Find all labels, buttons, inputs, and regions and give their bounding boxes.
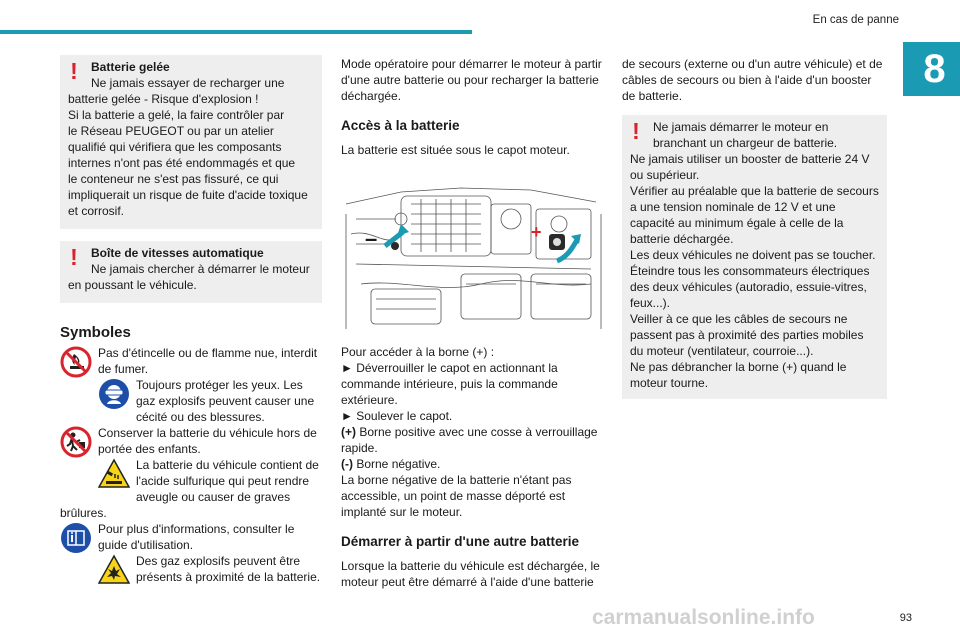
watermark: carmanualsonline.info [592, 606, 815, 629]
negative-label: (-) [341, 457, 353, 471]
symbol-row [60, 425, 322, 457]
warning-title: Batterie gelée [91, 60, 170, 74]
symbol-row [60, 553, 322, 585]
warning-line: Ne jamais essayer de recharger une [91, 76, 285, 90]
warning-line: Ne jamais démarrer le moteur en branchant un chargeur de batterie. [653, 120, 838, 150]
positive-label: (+) [341, 425, 356, 439]
chapter-number: 8 [903, 42, 960, 96]
negative-note: La borne négative de la batterie n'étant pas accessible, un point de masse déporté est implanté sur le moteur. [341, 473, 572, 519]
symbol-text: Pour plus d'informations, consulter le guide d'utilisation. [98, 522, 295, 552]
warning-text: batterie gelée - Risque d'explosion ! Si la batterie a gelé, la faire contrôler par le Réseau PEUGEOT ou par un atelier qualifié qui vérifiera que les composants internes n'ont pas été endommagés et que le conteneur ne s'est pas fissuré, ce qui impliquerait un risque de fuite d'acide toxique et corrosif. [68, 92, 308, 218]
positive-sign: + [531, 222, 542, 242]
start-heading: Démarrer à partir d'une autre batterie [341, 534, 580, 549]
warning-icon: ! [70, 244, 78, 270]
warning-line: Ne jamais chercher à démarrer le moteur [91, 262, 310, 276]
column-3 [622, 56, 887, 399]
section-title: En cas de panne [812, 14, 899, 26]
warning-jump-start [622, 115, 887, 399]
keep-from-children-icon [60, 426, 92, 458]
symbol-text: La batterie du véhicule contient de l'acide sulfurique qui peut rendre aveugle ou causer de graves brûlures. [60, 458, 319, 520]
warning-text: Ne jamais utiliser un booster de batterie 24 V ou supérieur. Vérifier au préalable que la batterie de secours a une tension nominale de 12 V et une capacité au minimum égale à celle de la batterie déchargée. Les deux véhicules ne doivent pas se toucher. Éteindre tous les consommateurs électriques des deux véhicules (autoradio, essuie-vitres, feux...). Veiller à ce que les câbles de secours ne passent pas à proximité des parties mobiles du moteur (ventilateur, courroie...). Ne pas débrancher la borne (+) quand le moteur tourne. [630, 152, 879, 390]
step-text: ► Déverrouiller le capot en actionnant la commande intérieure, puis la commande extérieure. [341, 361, 558, 407]
start-text: Lorsque la batterie du véhicule est déchargée, le moteur peut être démarré à l'aide d'une batterie [341, 559, 600, 589]
page-number: 93 [899, 612, 912, 624]
column-1 [60, 55, 322, 586]
step-text: ► Soulever le capot. [341, 409, 453, 423]
symbol-text: Conserver la batterie du véhicule hors de portée des enfants. [98, 426, 317, 456]
warning-icon: ! [70, 58, 78, 84]
warning-frozen-battery [60, 55, 322, 229]
engine-bay-illustration [341, 174, 606, 334]
warning-icon: ! [632, 118, 640, 144]
acid-warning-icon [98, 458, 130, 490]
header-accent-bar [0, 30, 472, 34]
symbol-row [60, 457, 322, 521]
symbol-row [60, 345, 322, 377]
warning-title: Boîte de vitesses automatique [91, 246, 264, 260]
no-flame-icon [60, 346, 92, 378]
positive-terminal-text: (+) Borne positive avec une cosse à verrouillage rapide. [341, 425, 598, 455]
symbol-row [60, 521, 322, 553]
eye-protection-icon [98, 378, 130, 410]
symbol-text: Toujours protéger les yeux. Les gaz explosifs peuvent causer une cécité ou des blessures. [136, 378, 315, 424]
explosive-icon [98, 554, 130, 586]
symbol-row [60, 377, 322, 425]
symbols-heading: Symboles [60, 324, 131, 341]
step-text: Pour accéder à la borne (+) : [341, 345, 495, 359]
symbol-text: Des gaz explosifs peuvent être présents à proximité de la batterie. [136, 554, 321, 584]
negative-terminal-text: (-) Borne négative. [341, 457, 441, 471]
warning-text: en poussant le véhicule. [68, 278, 197, 292]
warning-automatic-gearbox [60, 241, 322, 303]
column-2 [341, 56, 606, 590]
continued-text: de secours (externe ou d'un autre véhicule) et de câbles de secours ou bien à l'aide d'un booster de batterie. [622, 57, 883, 103]
access-heading: Accès à la batterie [341, 118, 460, 133]
intro-text: Mode opératoire pour démarrer le moteur à partir d'une autre batterie ou pour recharger la batterie déchargée. [341, 57, 602, 103]
symbol-text: Pas d'étincelle ou de flamme nue, interdit de fumer. [98, 346, 318, 376]
access-text: La batterie est située sous le capot moteur. [341, 143, 570, 157]
user-guide-icon [60, 522, 92, 554]
negative-sign: – [365, 226, 378, 251]
